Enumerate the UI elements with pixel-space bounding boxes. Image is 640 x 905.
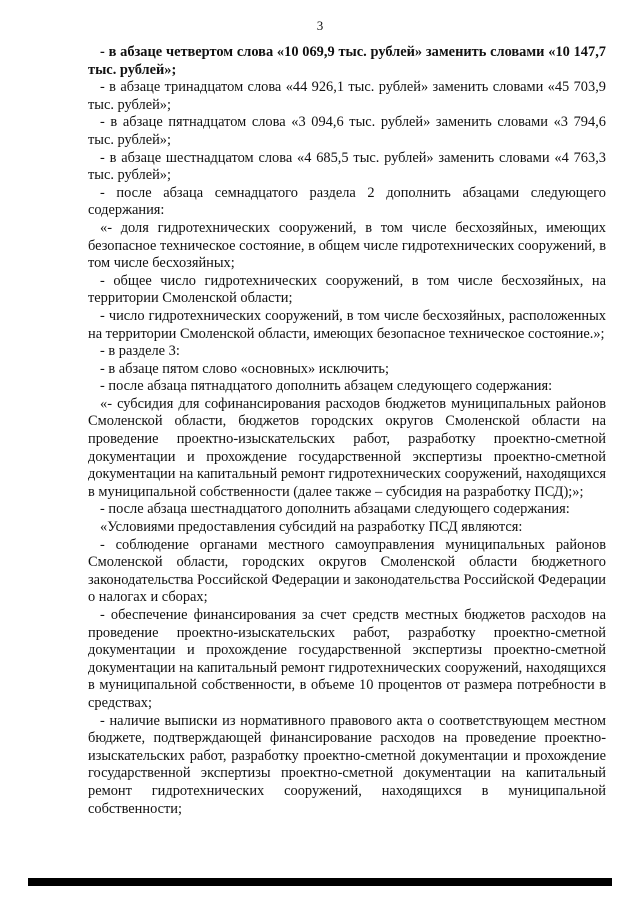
paragraph: - число гидротехнических сооружений, в том числе бесхозяйных, расположенных на территории Смоленской области, имеющих безопасное техническое состояние.»; bbox=[88, 307, 606, 342]
paragraph: - в абзаце четвертом слова «10 069,9 тыс. рублей» заменить словами «10 147,7 тыс. рублей»; bbox=[88, 44, 606, 78]
page-number: 3 bbox=[316, 18, 324, 33]
document-body bbox=[88, 44, 606, 818]
paragraph: - наличие выписки из нормативного правового акта о соответствующем местном бюджете, подтверждающей финансирование расходов на проведение проектно-изыскательских работ, разработку проектно-сметной документации и прохождение государственной экспертизы проектно-сметной документации на капитальный ремонт гидротехнических сооружений, находящихся в муниципальной собственности; bbox=[88, 712, 606, 817]
paragraph: - в абзаце шестнадцатом слова «4 685,5 тыс. рублей» заменить словами «4 763,3 тыс. рублей»; bbox=[88, 149, 606, 184]
paragraph: - обеспечение финансирования за счет средств местных бюджетов расходов на проведение проектно-изыскательских работ, разработку проектно-сметной документации и прохождение государственной экспертизы проектно-сметной документации на капитальный ремонт гидротехнических сооружений, находящихся в муниципальной собственности, в объеме 10 процентов от размера потребности в средствах; bbox=[88, 607, 606, 711]
paragraph: - после абзаца шестнадцатого дополнить абзацами следующего содержания: bbox=[100, 501, 570, 518]
paragraph: - после абзаца семнадцатого раздела 2 дополнить абзацами следующего содержания: bbox=[88, 184, 606, 219]
paragraph: - соблюдение органами местного самоуправления муниципальных районов Смоленской области, городских округов Смоленской области бюджетного законодательства Российской Федерации и законодательства Российской Федерации о налогах и сборах; bbox=[88, 536, 606, 606]
paragraph: «- доля гидротехнических сооружений, в том числе бесхозяйных, имеющих безопасное техническое состояние, в общем числе гидротехнических сооружений, в том числе бесхозяйных; bbox=[88, 219, 606, 272]
paragraph: «- субсидия для софинансирования расходов бюджетов муниципальных районов Смоленской области, бюджетов городских округов Смоленской области на проведение проектно-изыскательских работ, разработку проектно-сметной документации и прохождение государственной экспертизы проектно-сметной документации на капитальный ремонт гидротехнических сооружений, находящихся в муниципальной собственности (далее также – субсидия на разработку ПСД);»; bbox=[88, 395, 606, 500]
paragraph: - после абзаца пятнадцатого дополнить абзацем следующего содержания: bbox=[100, 378, 553, 395]
paragraph: - общее число гидротехнических сооружений, в том числе бесхозяйных, на территории Смоленской области; bbox=[88, 272, 606, 307]
paragraph: - в абзаце тринадцатом слова «44 926,1 тыс. рублей» заменить словами «45 703,9 тыс. рублей»; bbox=[88, 79, 606, 113]
bottom-rule bbox=[28, 878, 612, 886]
paragraph: «Условиями предоставления субсидий на разработку ПСД являются: bbox=[100, 519, 523, 536]
paragraph: - в абзаце пятнадцатом слова «3 094,6 тыс. рублей» заменить словами «3 794,6 тыс. рублей»; bbox=[88, 114, 606, 148]
paragraph: - в разделе 3: bbox=[100, 343, 180, 360]
paragraph: - в абзаце пятом слово «основных» исключить; bbox=[100, 360, 389, 377]
